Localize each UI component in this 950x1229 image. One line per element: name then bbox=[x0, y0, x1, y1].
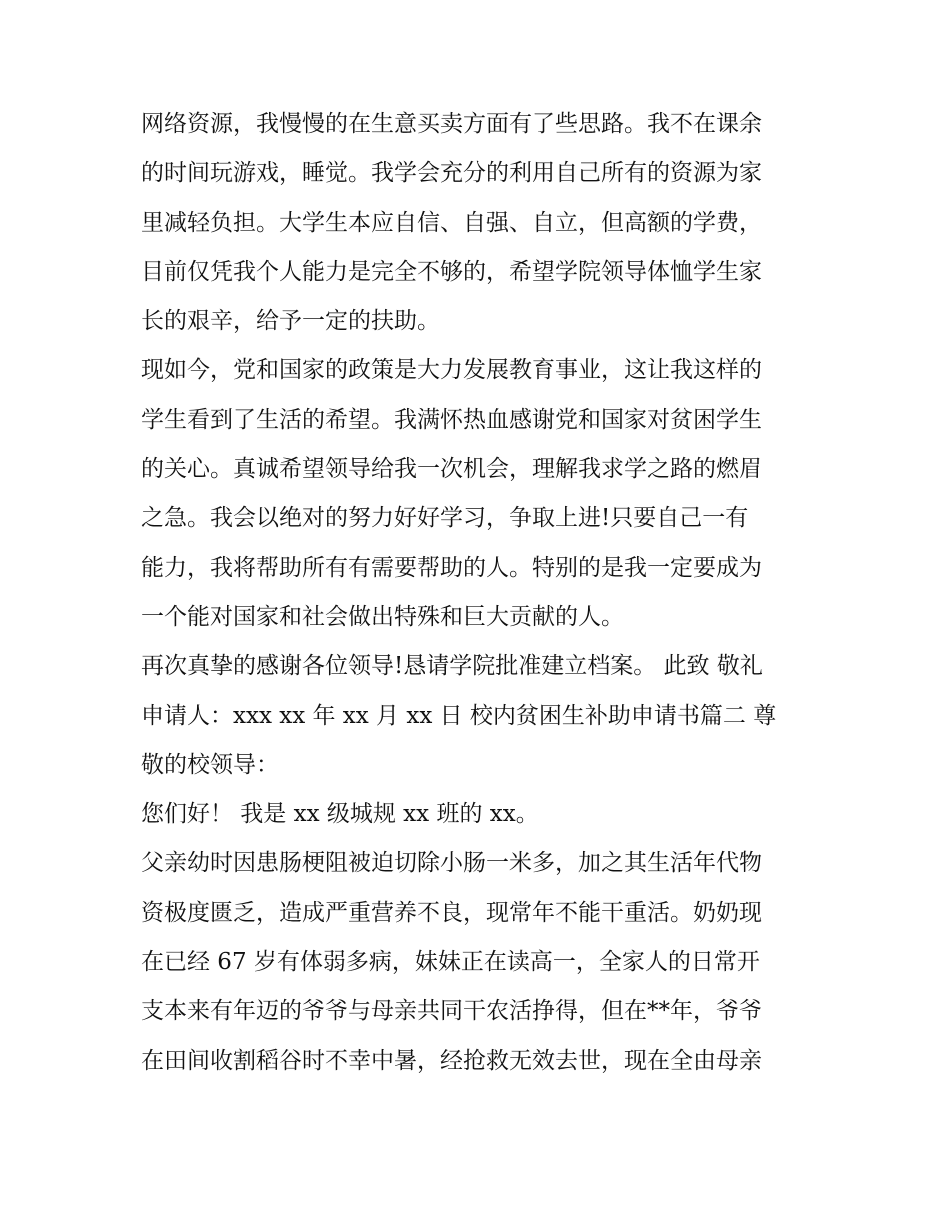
text-line: 能力，我将帮助所有有需要帮助的人。特别的是我一定要成为 bbox=[141, 554, 762, 581]
paragraph-greeting bbox=[141, 790, 821, 839]
text-line: 现如今，党和国家的政策是大力发展教育事业，这让我这样的 bbox=[141, 357, 762, 384]
text-line: 的关心。真诚希望领导给我一次机会，理解我求学之路的燃眉 bbox=[141, 456, 762, 483]
text-line: 敬的校领导： bbox=[141, 751, 279, 778]
text-line: 支本来有年迈的爷爷与母亲共同干农活挣得，但在**年，爷爷 bbox=[141, 998, 762, 1025]
paragraph-family-situation bbox=[141, 839, 821, 1085]
text-line: 的时间玩游戏，睡觉。我学会充分的利用自己所有的资源为家 bbox=[141, 160, 762, 187]
text-line: 目前仅凭我个人能力是完全不够的，希望学院领导体恤学生家 bbox=[141, 258, 762, 285]
text-line: 资极度匮乏，造成严重营养不良，现常年不能干重活。奶奶现 bbox=[141, 899, 762, 926]
text-line: 里减轻负担。大学生本应自信、自强、自立，但高额的学费， bbox=[141, 209, 762, 236]
text-line: 学生看到了生活的希望。我满怀热血感谢党和国家对贫困学生 bbox=[141, 406, 762, 433]
text-line: 父亲幼时因患肠梗阻被迫切除小肠一米多，加之其生活年代物 bbox=[141, 850, 762, 877]
document-body bbox=[141, 100, 821, 1086]
paragraph-financial-need bbox=[141, 100, 821, 346]
text-line: 网络资源，我慢慢的在生意买卖方面有了些思路。我不在课余 bbox=[141, 111, 762, 137]
paragraph-closing-and-second-letter bbox=[141, 642, 821, 790]
paragraph-gratitude bbox=[141, 346, 821, 642]
text-line: 申请人：xxx xx 年 xx 月 xx 日 校内贫困生补助申请书篇二 尊 bbox=[141, 702, 777, 729]
text-line: 再次真挚的感谢各位领导!恳请学院批准建立档案。 此致 敬礼 bbox=[141, 653, 763, 680]
text-line: 一个能对国家和社会做出特殊和巨大贡献的人。 bbox=[141, 603, 624, 630]
text-line: 长的艰辛，给予一定的扶助。 bbox=[141, 308, 440, 335]
text-line: 之急。我会以绝对的努力好好学习，争取上进!只要自己一有 bbox=[141, 505, 749, 532]
text-line: 在田间收割稻谷时不幸中暑，经抢救无效去世，现在全由母亲 bbox=[141, 1047, 762, 1074]
text-line: 在已经 67 岁有体弱多病，妹妹正在读高一，全家人的日常开 bbox=[141, 949, 760, 976]
text-line: 您们好！ 我是 xx 级城规 xx 班的 xx。 bbox=[141, 801, 539, 828]
